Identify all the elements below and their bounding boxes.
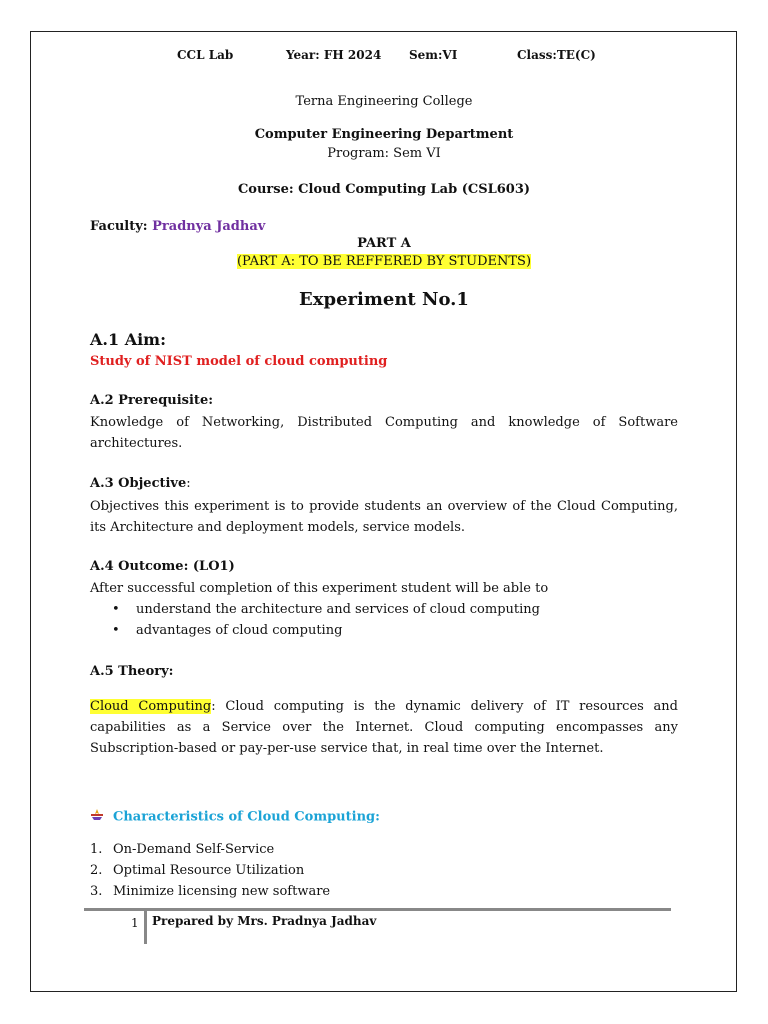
aim-heading: A.1 Aim: bbox=[90, 330, 167, 349]
outcome-bullet-text: understand the architecture and services of cloud computing bbox=[136, 602, 540, 617]
part-note-line bbox=[90, 254, 678, 269]
bullet-icon: • bbox=[112, 602, 120, 617]
list-item: 3. Minimize licensing new software bbox=[90, 884, 331, 899]
header-class: Class:TE(C) bbox=[517, 48, 596, 62]
theory-term: Cloud Computing bbox=[90, 699, 212, 714]
objective-text: Objectives this experiment is to provide students an overview of the Cloud Computing, its Architecture and deployment models, service models. bbox=[90, 499, 678, 535]
page-number: 1 bbox=[131, 916, 139, 930]
pin-icon bbox=[90, 808, 113, 826]
theory-heading: A.5 Theory: bbox=[90, 664, 174, 679]
bullet-icon: • bbox=[112, 623, 120, 638]
outcome-heading: A.4 Outcome: (LO1) bbox=[90, 559, 235, 574]
part-title: PART A bbox=[357, 236, 411, 251]
outcome-bullet bbox=[112, 602, 540, 617]
outcome-bullet-text: advantages of cloud computing bbox=[136, 623, 343, 638]
characteristics-heading: Characteristics of Cloud Computing: bbox=[113, 809, 380, 825]
theory-body: : Cloud computing is the dynamic delivery of IT resources and capabilities as a Service over the Internet. Cloud computing encompasses any Subscription-based or pay-per-use service that, in real time over the Internet. bbox=[90, 699, 678, 756]
footer-prepared-by: Prepared by Mrs. Pradnya Jadhav bbox=[152, 914, 377, 928]
faculty-line bbox=[90, 219, 265, 234]
header-sem: Sem:VI bbox=[409, 48, 458, 62]
characteristics-heading-line bbox=[90, 808, 380, 826]
faculty-label: Faculty: bbox=[90, 219, 153, 234]
outcome-intro: After successful completion of this experiment student will be able to bbox=[90, 581, 549, 596]
list-item: 2. Optimal Resource Utilization bbox=[90, 863, 305, 878]
header-lab: CCL Lab bbox=[177, 48, 234, 62]
objective-heading: A.3 Objective bbox=[90, 476, 187, 491]
prerequisite-heading: A.2 Prerequisite: bbox=[90, 393, 214, 408]
program: Program: Sem VI bbox=[327, 146, 441, 161]
outcome-bullet bbox=[112, 623, 342, 638]
aim-text: Study of NIST model of cloud computing bbox=[90, 354, 388, 369]
experiment-title: Experiment No.1 bbox=[299, 289, 469, 310]
footer-divider bbox=[144, 911, 147, 944]
college-name: Terna Engineering College bbox=[295, 94, 473, 109]
prerequisite-text: Knowledge of Networking, Distributed Computing and knowledge of Software architectures. bbox=[90, 415, 678, 451]
faculty-name: Pradnya Jadhav bbox=[152, 219, 266, 234]
part-note: (PART A: TO BE REFFERED BY STUDENTS) bbox=[236, 254, 532, 269]
footer-rule bbox=[84, 908, 671, 911]
list-item: 1. On-Demand Self-Service bbox=[90, 842, 275, 857]
theory-text bbox=[90, 696, 678, 759]
course-title: Course: Cloud Computing Lab (CSL603) bbox=[237, 182, 531, 197]
header-year: Year: FH 2024 bbox=[286, 48, 382, 62]
objective-heading-line bbox=[90, 476, 191, 491]
department-name: Computer Engineering Department bbox=[254, 127, 514, 142]
objective-colon: : bbox=[186, 476, 191, 491]
